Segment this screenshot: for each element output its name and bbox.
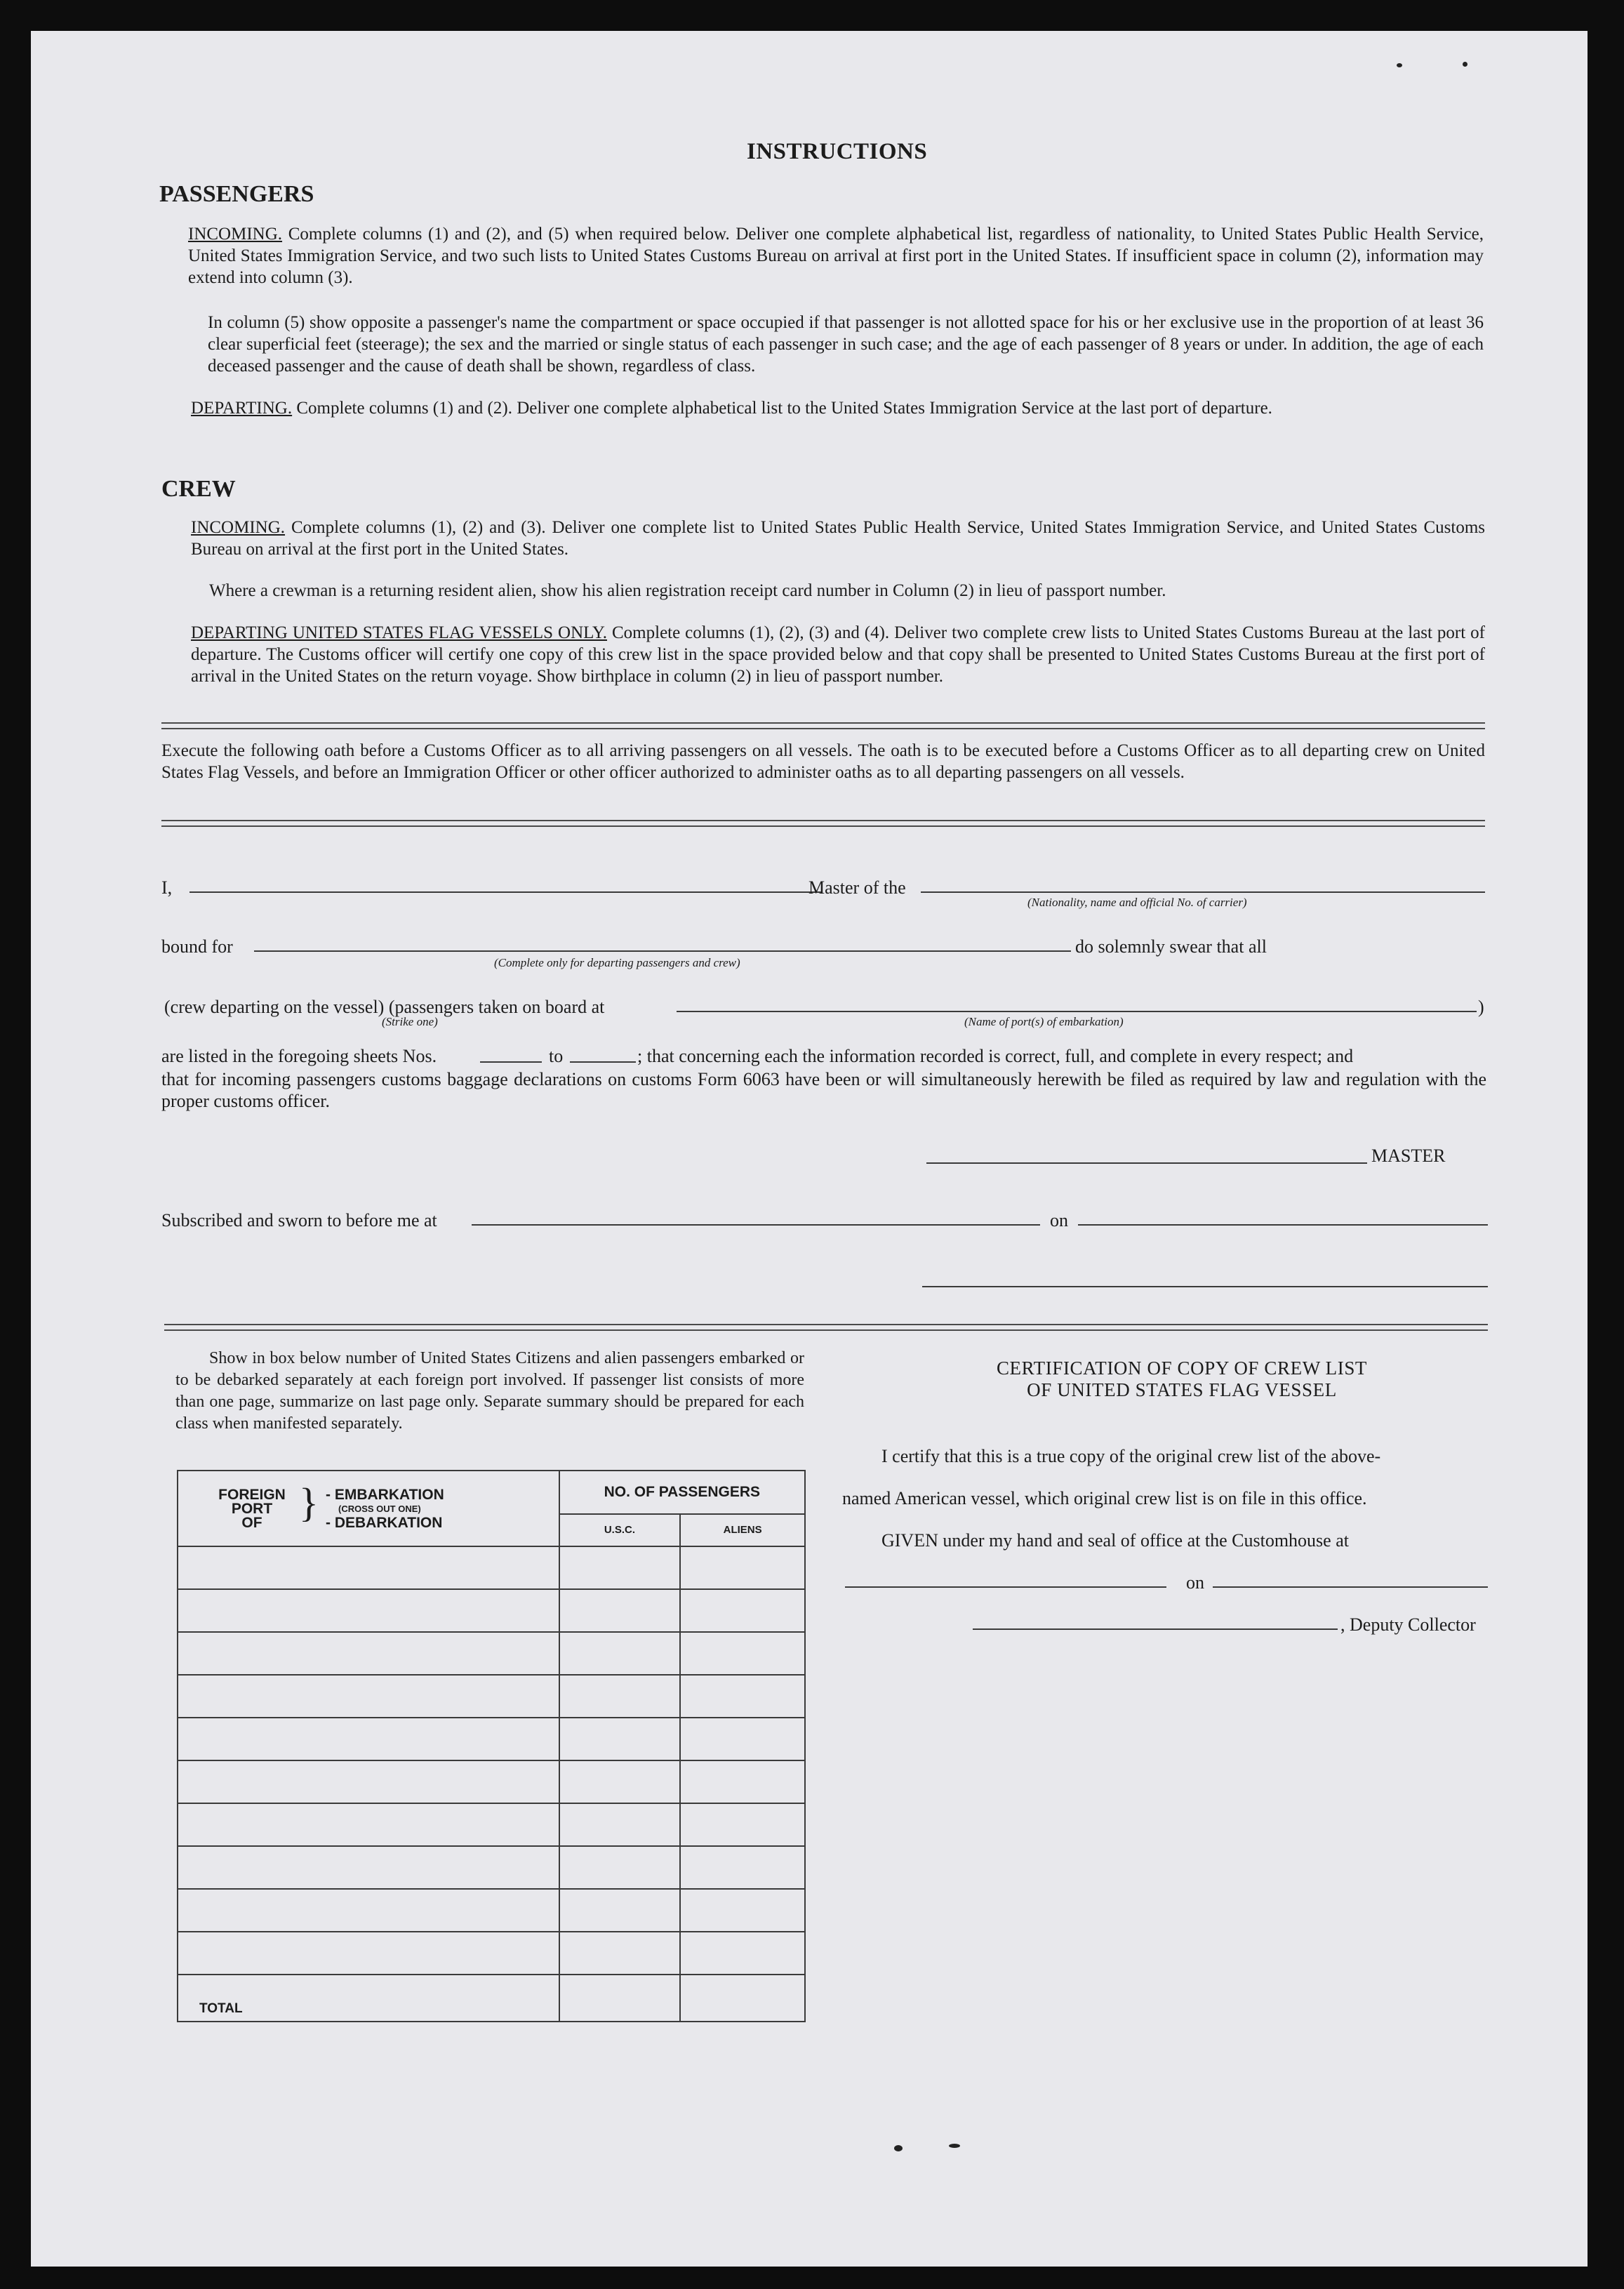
usc-cell[interactable] xyxy=(559,1846,681,1889)
strike-caption: (Strike one) xyxy=(382,1015,438,1028)
total-row-label-cell xyxy=(178,1975,559,2022)
certification-heading-line-1: CERTIFICATION OF COPY OF CREW LIST xyxy=(996,1358,1368,1379)
usc-header xyxy=(559,1514,681,1546)
usc-total-cell[interactable] xyxy=(559,1975,681,2022)
scan-speck xyxy=(894,2145,903,2151)
carrier-caption: (Nationality, name and official No. of carrier) xyxy=(1027,896,1247,909)
crew-or-passengers-label: (crew departing on the vessel) (passengers taken on board at xyxy=(164,997,605,1017)
sworn-place-field[interactable] xyxy=(472,1224,1040,1226)
scan-speck xyxy=(1463,62,1467,67)
aliens-cell[interactable] xyxy=(680,1589,805,1632)
master-signature-field[interactable] xyxy=(926,1162,1367,1164)
embarkation-label: - EMBARKATION xyxy=(326,1487,444,1503)
aliens-label: ALIENS xyxy=(723,1524,762,1536)
no-passengers-header xyxy=(559,1471,805,1514)
crew-departing xyxy=(191,622,1485,687)
sworn-date-field[interactable] xyxy=(1078,1224,1488,1226)
usc-cell[interactable] xyxy=(559,1803,681,1846)
destination-field[interactable] xyxy=(254,950,1071,952)
swear-label: do solemnly swear that all xyxy=(1075,936,1267,957)
crew-heading: CREW xyxy=(161,476,236,502)
usc-cell[interactable] xyxy=(559,1675,681,1718)
crew-resident-alien: Where a crewman is a returning resident alien, show his alien registration receipt card number in Column (2) in lieu of passport number. xyxy=(209,581,1166,600)
passengers-departing-text: Complete columns (1) and (2). Deliver one complete alphabetical list to the United States Immigration Service at the last port of departure. xyxy=(296,399,1272,418)
crew-incoming-text: Complete columns (1), (2) and (3). Deliver one complete list to United States Public Health Service, United States Immigration Service, and United States Customs Bureau on arrival at the first port in the United States. xyxy=(191,518,1485,559)
deputy-collector-label: , Deputy Collector xyxy=(1340,1614,1476,1635)
port-cell[interactable] xyxy=(178,1632,559,1675)
port-cell[interactable] xyxy=(178,1589,559,1632)
page-title: INSTRUCTIONS xyxy=(747,139,928,164)
sheet-from-field[interactable] xyxy=(480,1061,542,1063)
usc-cell[interactable] xyxy=(559,1932,681,1975)
aliens-cell[interactable] xyxy=(680,1889,805,1932)
form-page xyxy=(31,31,1588,2267)
foreign-port-of-label xyxy=(213,1488,291,1530)
aliens-header xyxy=(680,1514,805,1546)
aliens-cell[interactable] xyxy=(680,1675,805,1718)
of-label: OF xyxy=(241,1515,262,1531)
port-cell[interactable] xyxy=(178,1760,559,1803)
foreign-port-header xyxy=(178,1471,559,1546)
aliens-total-cell[interactable] xyxy=(680,1975,805,2022)
master-name-field[interactable] xyxy=(189,891,821,893)
port-cell[interactable] xyxy=(178,1803,559,1846)
debarkation-label: - DEBARKATION xyxy=(326,1515,443,1531)
usc-cell[interactable] xyxy=(559,1632,681,1675)
listed-to-label: to xyxy=(549,1046,564,1066)
bound-for-label: bound for xyxy=(161,936,233,957)
officer-signature-field[interactable] xyxy=(922,1286,1488,1287)
certify-line-1: I certify that this is a true copy of the original crew list of the above- xyxy=(881,1446,1381,1466)
no-passengers-label: NO. OF PASSENGERS xyxy=(604,1484,761,1500)
aliens-cell[interactable] xyxy=(680,1932,805,1975)
crew-incoming xyxy=(191,517,1485,560)
listed-label: are listed in the foregoing sheets Nos. xyxy=(161,1046,437,1066)
section-divider xyxy=(164,1324,1488,1331)
port-cell[interactable] xyxy=(178,1889,559,1932)
summary-instructions: Show in box below number of United States Citizens and alien passengers embarked or to be debarked separately at each foreign port involved. If passenger list consists of more than one page, summarize on last page only. Separate summary should be prepared for each class when manifested separately. xyxy=(175,1349,804,1433)
port-cell[interactable] xyxy=(178,1546,559,1589)
port-caption: (Name of port(s) of embarkation) xyxy=(964,1015,1124,1028)
close-paren: ) xyxy=(1478,997,1484,1017)
certify-line-2: named American vessel, which original crew list is on file in this office. xyxy=(842,1488,1367,1508)
sworn-on-label: on xyxy=(1050,1210,1068,1230)
total-label: TOTAL xyxy=(199,2001,243,2016)
sheet-to-field[interactable] xyxy=(570,1061,636,1063)
usc-cell[interactable] xyxy=(559,1718,681,1760)
crew-departing-text: Complete columns (1), (2), (3) and (4). Deliver two complete crew lists to United States Customs Bureau at the last port of departure. The Customs officer will certify one copy of this crew list in the space provided below and that copy shall be presented to United States Customs Bureau at the first port of arrival in the United States on the return voyage. Show birthplace in column (2) in lieu of passport number. xyxy=(191,623,1485,686)
passenger-summary-table xyxy=(177,1470,806,2022)
section-divider xyxy=(161,722,1485,729)
scan-speck xyxy=(949,2144,960,2148)
usc-cell[interactable] xyxy=(559,1589,681,1632)
certification-heading xyxy=(873,1358,1491,1401)
certify-on-label: on xyxy=(1186,1572,1204,1593)
passengers-departing xyxy=(191,397,1484,419)
listed-statement: ; that concerning each the information recorded is correct, full, and complete in every respect; and xyxy=(637,1046,1354,1066)
usc-label: U.S.C. xyxy=(604,1524,636,1536)
port-cell[interactable] xyxy=(178,1718,559,1760)
foreign-label: FOREIGN xyxy=(218,1487,286,1503)
passengers-departing-label: DEPARTING. xyxy=(191,399,293,418)
passengers-incoming-label: INCOMING. xyxy=(188,225,283,244)
crew-incoming-label: INCOMING. xyxy=(191,518,286,537)
aliens-cell[interactable] xyxy=(680,1546,805,1589)
port-cell[interactable] xyxy=(178,1675,559,1718)
scan-speck xyxy=(1397,63,1402,67)
certify-line-3: GIVEN under my hand and seal of office at the Customhouse at xyxy=(881,1530,1349,1551)
customhouse-field[interactable] xyxy=(845,1586,1166,1588)
passengers-incoming xyxy=(188,223,1484,288)
certification-heading-line-2: OF UNITED STATES FLAG VESSEL xyxy=(1027,1379,1337,1400)
usc-cell[interactable] xyxy=(559,1760,681,1803)
subscribed-label: Subscribed and sworn to before me at xyxy=(161,1210,437,1230)
aliens-cell[interactable] xyxy=(680,1846,805,1889)
passengers-heading: PASSENGERS xyxy=(159,181,314,207)
master-of-the-label: Master of the xyxy=(808,877,906,898)
carrier-field[interactable] xyxy=(921,891,1485,893)
port-cell[interactable] xyxy=(178,1932,559,1975)
embarkation-port-field[interactable] xyxy=(677,1011,1477,1012)
aliens-cell[interactable] xyxy=(680,1760,805,1803)
crew-departing-label: DEPARTING UNITED STATES FLAG VESSELS ONLY. xyxy=(191,623,608,642)
aliens-cell[interactable] xyxy=(680,1632,805,1675)
cross-out-note: (CROSS OUT ONE) xyxy=(338,1504,421,1514)
brace-icon: } xyxy=(299,1480,319,1525)
certify-date-field[interactable] xyxy=(1213,1586,1488,1588)
passengers-column5: In column (5) show opposite a passenger's name the compartment or space occupied if that passenger is not allotted space for his or her exclusive use in the proportion of at least 36 clear superficial feet (steerage); the sex and the married or single status of each passenger in such case; and the age of each passenger of 8 years or under. In addition, the age of each deceased passenger and the cause of death shall be shown, regardless of class. xyxy=(208,313,1484,376)
oath-i-label: I, xyxy=(161,877,173,898)
port-label: PORT xyxy=(231,1501,273,1517)
port-cell[interactable] xyxy=(178,1846,559,1889)
section-divider xyxy=(161,820,1485,827)
bound-caption: (Complete only for departing passengers and crew) xyxy=(494,956,740,969)
passengers-incoming-text: Complete columns (1) and (2), and (5) when required below. Deliver one complete alphabetical list, regardless of nationality, to United States Public Health Service, United States Immigration Service, and two such lists to United States Customs Bureau on arrival at first port in the United States. If insufficient space in column (2), information may extend into column (3). xyxy=(188,225,1484,287)
usc-cell[interactable] xyxy=(559,1889,681,1932)
deputy-signature-field[interactable] xyxy=(973,1628,1338,1630)
master-signature-label: MASTER xyxy=(1371,1146,1446,1166)
aliens-cell[interactable] xyxy=(680,1803,805,1846)
oath-instructions: Execute the following oath before a Customs Officer as to all arriving passengers on all vessels. The oath is to be executed before a Customs Officer as to all departing crew on United States Flag Vessels, and before an Immigration Officer or other officer authorized to administer oaths as to all departing passengers on all vessels. xyxy=(161,741,1485,782)
listed-statement-cont: that for incoming passengers customs baggage declarations on customs Form 6063 have been or will simultaneously herewith be filed as required by law and regulation with the proper customs officer. xyxy=(161,1069,1486,1111)
usc-cell[interactable] xyxy=(559,1546,681,1589)
aliens-cell[interactable] xyxy=(680,1718,805,1760)
